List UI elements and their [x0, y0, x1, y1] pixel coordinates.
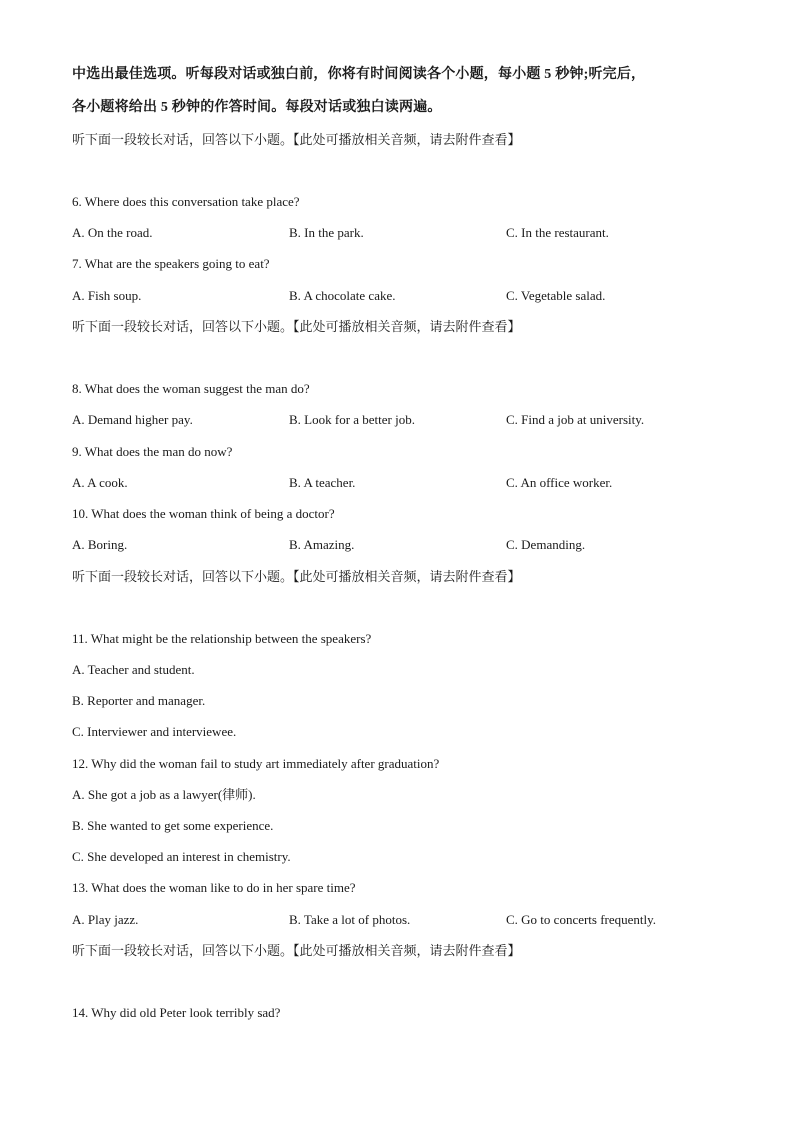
q7-option-c: C. Vegetable salad. — [506, 288, 606, 303]
question-10: 10. What does the woman think of being a doctor? — [72, 506, 335, 521]
q12-option-a: A. She got a job as a lawyer(律师). — [72, 787, 256, 802]
audio-note: 听下面一段较长对话，回答以下小题。【此处可播放相关音频，请去附件查看】 — [72, 943, 521, 958]
question-7: 7. What are the speakers going to eat? — [72, 256, 270, 271]
q8-option-c: C. Find a job at university. — [506, 412, 645, 427]
q7-option-b: B. A chocolate cake. — [289, 288, 396, 303]
q10-option-a: A. Boring. — [72, 537, 128, 552]
question-8: 8. What does the woman suggest the man do? — [72, 381, 310, 396]
q11-option-b: B. Reporter and manager. — [72, 693, 206, 708]
instructions-line-1: 中选出最佳选项。听每段对话或独白前，你将有时间阅读各个小题，每小题 5 秒钟;听完后， — [72, 67, 646, 82]
q13-option-a: A. Play jazz. — [72, 912, 139, 927]
q6-option-b: B. In the park. — [289, 225, 364, 240]
q11-option-a: A. Teacher and student. — [72, 662, 195, 677]
q10-option-b: B. Amazing. — [289, 537, 355, 552]
question-14: 14. Why did old Peter look terribly sad? — [72, 1005, 281, 1020]
q8-option-a: A. Demand higher pay. — [72, 412, 193, 427]
q9-option-a: A. A cook. — [72, 475, 128, 490]
audio-note: 听下面一段较长对话，回答以下小题。【此处可播放相关音频，请去附件查看】 — [72, 319, 521, 334]
q12-option-b: B. She wanted to get some experience. — [72, 818, 274, 833]
q7-option-a: A. Fish soup. — [72, 288, 142, 303]
question-6: 6. Where does this conversation take place? — [72, 194, 300, 209]
question-11: 11. What might be the relationship between the speakers? — [72, 631, 372, 646]
q9-option-b: B. A teacher. — [289, 475, 356, 490]
q11-option-c: C. Interviewer and interviewee. — [72, 724, 237, 739]
q8-option-b: B. Look for a better job. — [289, 412, 415, 427]
question-9: 9. What does the man do now? — [72, 444, 233, 459]
q12-option-c: C. She developed an interest in chemistry. — [72, 849, 291, 864]
q6-option-a: A. On the road. — [72, 225, 153, 240]
q10-option-c: C. Demanding. — [506, 537, 586, 552]
q13-option-c: C. Go to concerts frequently. — [506, 912, 657, 927]
question-13: 13. What does the woman like to do in her spare time? — [72, 880, 356, 895]
q6-option-c: C. In the restaurant. — [506, 225, 609, 240]
instructions-line-2: 各小题将给出 5 秒钟的作答时间。每段对话或独白读两遍。 — [72, 100, 442, 115]
question-12: 12. Why did the woman fail to study art immediately after graduation? — [72, 756, 440, 771]
q13-option-b: B. Take a lot of photos. — [289, 912, 411, 927]
q9-option-c: C. An office worker. — [506, 475, 613, 490]
audio-note: 听下面一段较长对话，回答以下小题。【此处可播放相关音频，请去附件查看】 — [72, 569, 521, 584]
audio-note: 听下面一段较长对话，回答以下小题。【此处可播放相关音频，请去附件查看】 — [72, 132, 521, 147]
